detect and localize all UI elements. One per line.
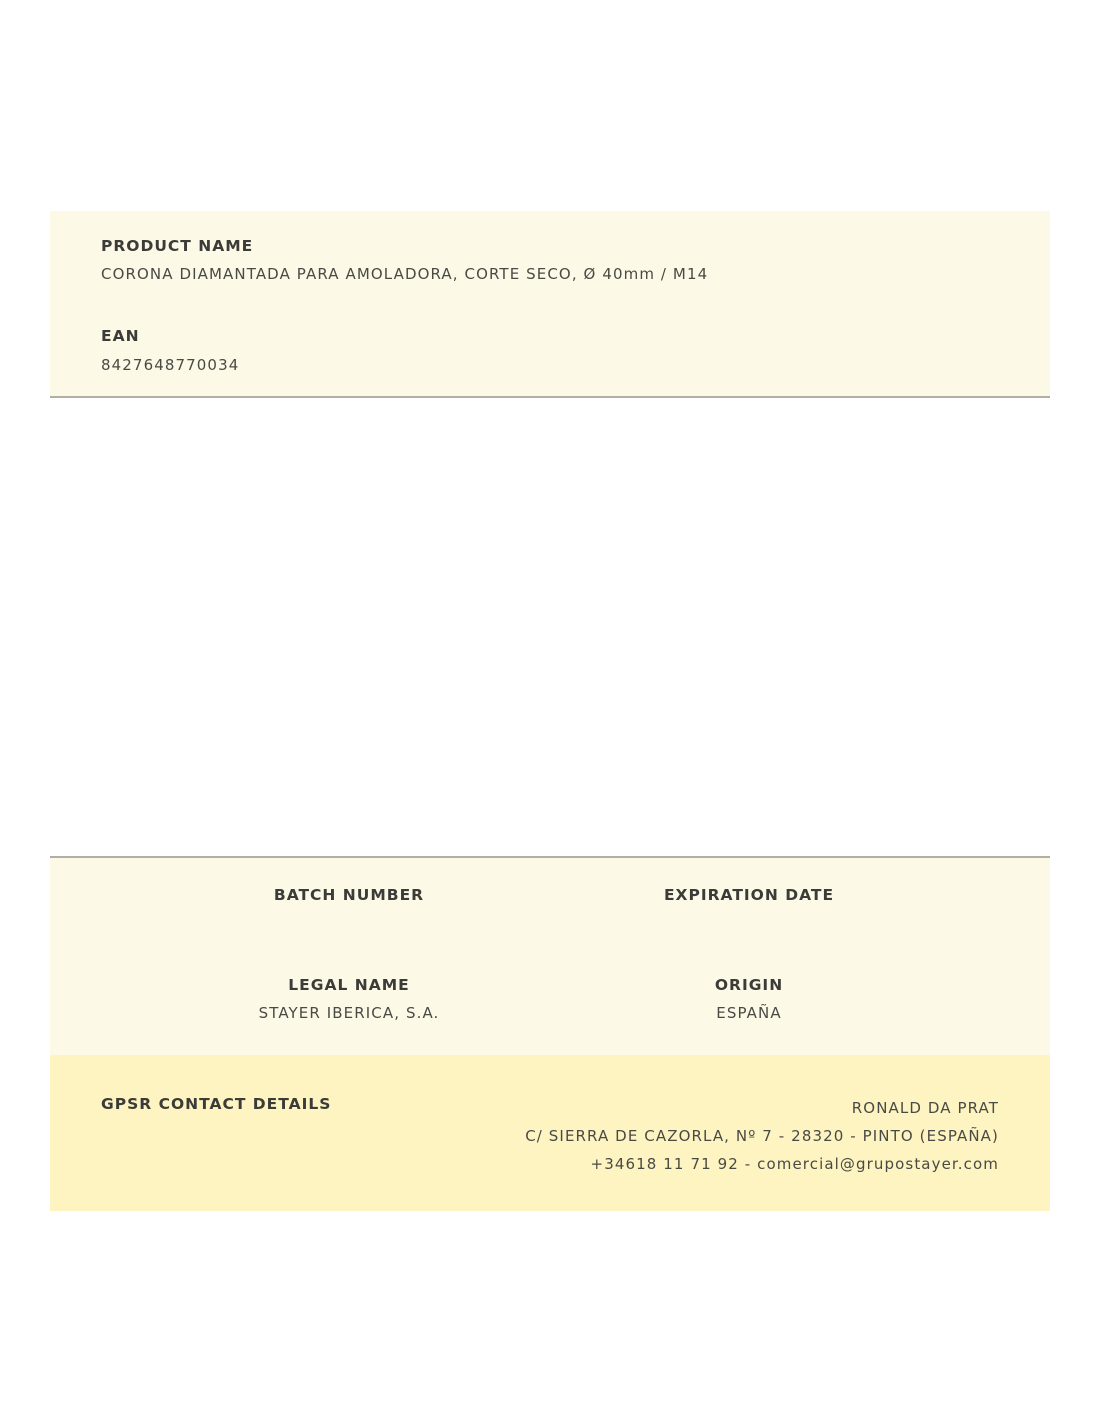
ean-value: 8427648770034 [101, 356, 240, 374]
product-name-value: CORONA DIAMANTADA PARA AMOLADORA, CORTE SECO, Ø 40mm / M14 [101, 265, 709, 283]
gpsr-contact-panel [50, 1055, 1050, 1211]
batch-legal-panel [50, 856, 1050, 1057]
origin-cell [549, 976, 949, 1022]
legal-name-label: LEGAL NAME [288, 976, 410, 994]
expiration-date-cell [549, 886, 949, 914]
product-name-label: PRODUCT NAME [101, 237, 254, 255]
legal-name-value: STAYER IBERICA, S.A. [258, 1004, 440, 1022]
contact-address: C/ SIERRA DE CAZORLA, Nº 7 - 28320 - PINTO (ESPAÑA) [525, 1127, 999, 1145]
contact-phone-email: +34618 11 71 92 - comercial@grupostayer.com [590, 1155, 999, 1173]
ean-label: EAN [101, 327, 140, 345]
contact-details [525, 1094, 999, 1178]
expiration-date-label: EXPIRATION DATE [663, 886, 835, 904]
product-info-panel [50, 211, 1050, 398]
contact-person: RONALD DA PRAT [851, 1099, 999, 1117]
origin-label: ORIGIN [714, 976, 784, 994]
gpsr-contact-label: GPSR CONTACT DETAILS [101, 1095, 332, 1113]
legal-name-cell [149, 976, 549, 1022]
batch-number-cell [149, 886, 549, 914]
origin-value: ESPAÑA [716, 1004, 782, 1022]
batch-number-label: BATCH NUMBER [273, 886, 425, 904]
